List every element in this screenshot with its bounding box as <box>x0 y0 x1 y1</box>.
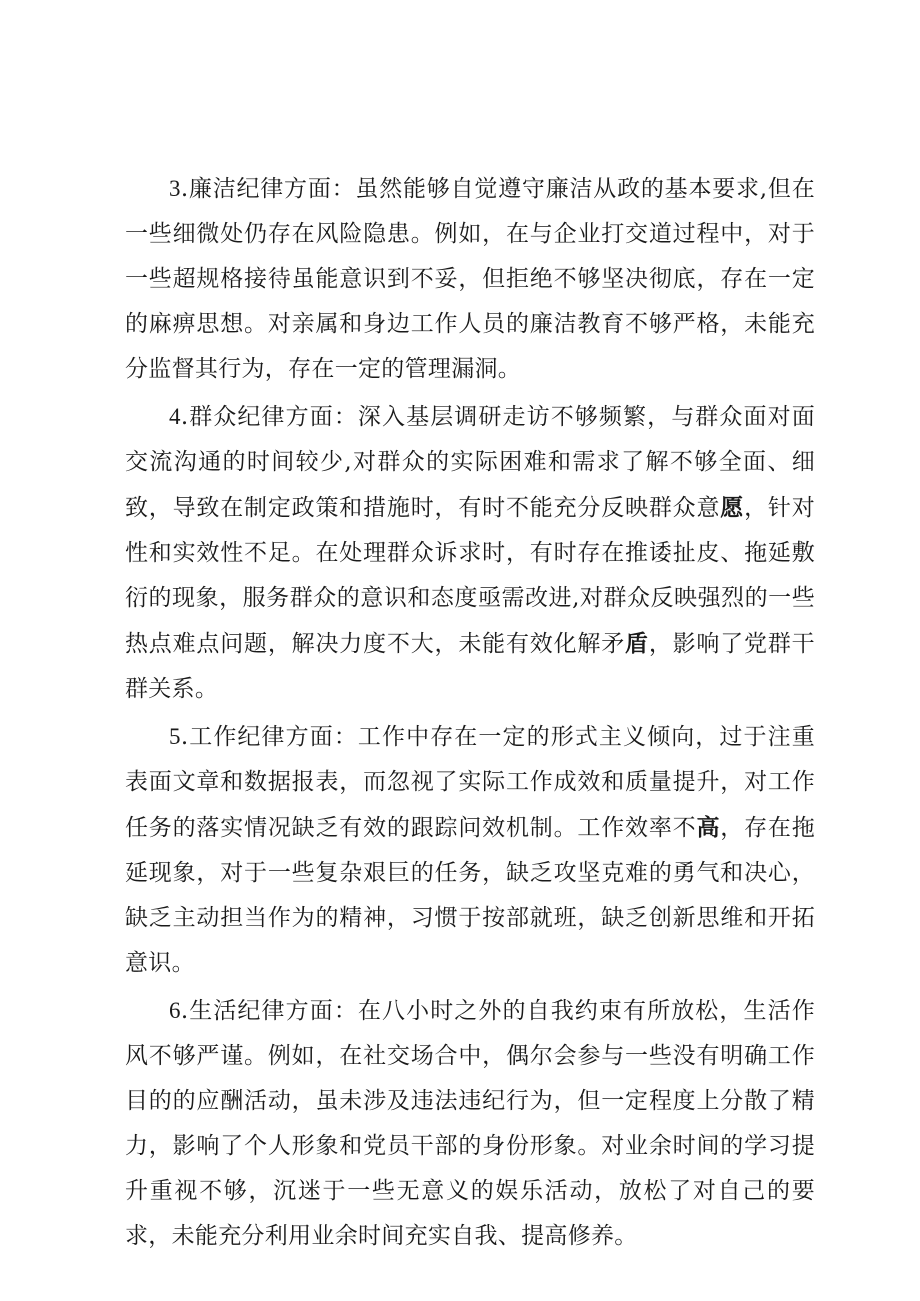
paragraph-3-integrity-discipline <box>125 166 815 392</box>
paragraph-text: ，针对性和实效性不足。在处理群众诉求时，有时存在推诿扯皮、拖延敷衍的现象，服务群众的意识和态度亟需改进,对群众反映强烈的一些热点难点问题，解决力度不大，未能有效化解矛 <box>125 495 815 657</box>
paragraph-number: 6 <box>169 998 181 1023</box>
paragraph-5-work-discipline <box>125 714 815 986</box>
paragraph-text: .廉洁纪律方面：虽然能够自觉遵守廉洁从政的基本要求,但在一些细微处仍存在风险隐患。例如，在与企业打交道过程中，对于一些超规格接待虽能意识到不妥，但拒绝不够坚决彻底，存在一定的麻痹思想。对亲属和身边工作人员的廉洁教育不够严格，未能充分监督其行为，存在一定的管理漏洞。 <box>125 176 815 382</box>
bold-character: 盾 <box>625 630 649 657</box>
paragraph-4-mass-discipline <box>125 394 815 712</box>
document-body <box>125 166 815 1261</box>
paragraph-text: .生活纪律方面：在八小时之外的自我约束有所放松，生活作风不够严谨。例如，在社交场合中，偶尔会参与一些没有明确工作目的的应酬活动，虽未涉及违法违纪行为，但一定程度上分散了精力，影响了个人形象和党员干部的身份形象。对业余时间的学习提升重视不够，沉迷于一些无意义的娱乐活动，放松了对自己的要求，未能充分利用业余时间充实自我、提高修养。 <box>125 998 815 1249</box>
paragraph-text: ，存在拖延现象，对于一些复杂艰巨的任务，缺乏攻坚克难的勇气和决心，缺乏主动担当作为的精神，习惯于按部就班，缺乏创新思维和开拓意识。 <box>125 815 815 976</box>
bold-character: 愿 <box>720 494 745 521</box>
paragraph-text: .工作纪律方面：工作中存在一定的形式主义倾向，过于注重表面文章和数据报表，而忽视了实际工作成效和质量提升，对工作任务的落实情况缺乏有效的跟踪问效机制。工作效率不 <box>125 724 815 841</box>
paragraph-number: 3 <box>169 176 181 201</box>
bold-character: 高 <box>696 814 721 841</box>
paragraph-text: ，影响了党群干群关系。 <box>125 631 815 702</box>
paragraph-number: 5 <box>169 724 181 749</box>
paragraph-number: 4 <box>169 404 181 429</box>
paragraph-text: .群众纪律方面：深入基层调研走访不够频繁，与群众面对面交流沟通的时间较少,对群众的实际困难和需求了解不够全面、细致，导致在制定政策和措施时，有时不能充分反映群众意 <box>125 404 815 521</box>
paragraph-6-life-discipline <box>125 988 815 1259</box>
